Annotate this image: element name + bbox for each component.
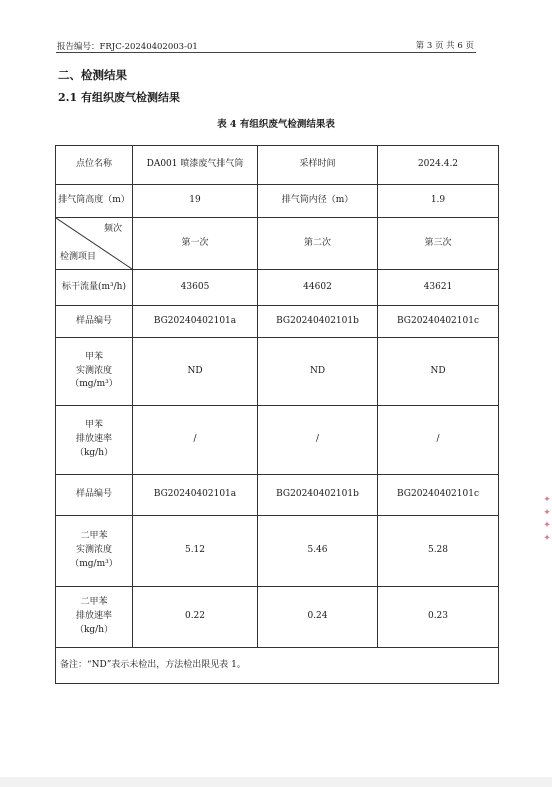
item-name: 甲苯 <box>84 351 103 362</box>
page-bottom-edge <box>0 777 552 787</box>
item-type: 排放速率 <box>75 611 112 622</box>
table-cell: 5.28 <box>378 516 499 587</box>
results-table <box>55 145 499 684</box>
table-cell: 0.23 <box>378 587 499 648</box>
table-cell <box>56 587 133 648</box>
table-cell: 44602 <box>258 270 378 306</box>
subsection-title: 2.1 有组织废气检测结果 <box>58 91 180 104</box>
table-cell: BG20240402101a <box>133 475 258 516</box>
table-cell: 5.12 <box>133 516 258 587</box>
table-cell: 样品编号 <box>56 306 133 338</box>
item-name: 二甲苯 <box>80 531 108 542</box>
table-cell: / <box>258 406 378 475</box>
table-cell: 第一次 <box>133 218 258 270</box>
table-cell <box>56 338 133 406</box>
item-type: 实测浓度 <box>75 365 112 376</box>
table-cell: ND <box>378 338 499 406</box>
table-row <box>56 185 499 218</box>
item-name: 二甲苯 <box>80 597 108 608</box>
frequency-label: 频次 <box>103 224 122 234</box>
table-caption: 表 4 有组织废气检测结果表 <box>217 119 335 130</box>
table-cell: 标干流量(m³/h) <box>56 270 133 306</box>
table-row <box>56 516 499 587</box>
table-cell: 43605 <box>133 270 258 306</box>
table-cell <box>56 406 133 475</box>
table-cell: DA001 喷漆废气排气筒 <box>133 146 258 185</box>
table-cell: 0.24 <box>258 587 378 648</box>
table-row <box>56 406 499 475</box>
table-cell <box>56 516 133 587</box>
table-row <box>56 218 499 270</box>
table-row <box>56 306 499 338</box>
diagonal-header-cell <box>56 218 133 270</box>
table-cell: 2024.4.2 <box>378 146 499 185</box>
item-unit: （kg/h） <box>74 624 114 635</box>
test-item-label: 检测项目 <box>60 252 97 263</box>
table-cell: 第三次 <box>378 218 499 270</box>
report-number: 报告编号：FRJC-20240402003-01 <box>57 42 198 52</box>
item-unit: （mg/m³） <box>70 558 118 569</box>
table-cell: 0.22 <box>133 587 258 648</box>
table-cell: BG20240402101a <box>133 306 258 338</box>
table-cell: 排气筒高度（m） <box>56 185 133 218</box>
table-cell: 第二次 <box>258 218 378 270</box>
table-note: 备注：“ND”表示未检出，方法检出限见表 1。 <box>56 648 499 684</box>
table-row <box>56 587 499 648</box>
table-cell: 采样时间 <box>258 146 378 185</box>
header-divider <box>56 52 476 53</box>
table-cell: BG20240402101c <box>378 475 499 516</box>
item-unit: （mg/m³） <box>70 379 118 390</box>
table-row <box>56 146 499 185</box>
table-cell: BG20240402101b <box>258 306 378 338</box>
table-row <box>56 338 499 406</box>
table-cell: BG20240402101b <box>258 475 378 516</box>
table-cell: ND <box>258 338 378 406</box>
table-cell: 19 <box>133 185 258 218</box>
table-cell: 排气筒内径（m） <box>258 185 378 218</box>
table-cell: ND <box>133 338 258 406</box>
section-title: 二、检测结果 <box>58 68 127 82</box>
table-row <box>56 648 499 684</box>
table-cell: 点位名称 <box>56 146 133 185</box>
table-cell: / <box>378 406 499 475</box>
table-cell: BG20240402101c <box>378 306 499 338</box>
table-cell: 5.46 <box>258 516 378 587</box>
table-row <box>56 475 499 516</box>
table-cell: / <box>133 406 258 475</box>
seal-stamp-edge: ✦ ✦ ✦ ✦ <box>542 495 552 544</box>
table-cell: 43621 <box>378 270 499 306</box>
item-type: 实测浓度 <box>75 545 112 556</box>
table-cell: 1.9 <box>378 185 499 218</box>
table-cell: 样品编号 <box>56 475 133 516</box>
table-row <box>56 270 499 306</box>
page-number: 第 3 页 共 6 页 <box>415 41 474 51</box>
item-type: 排放速率 <box>75 434 112 445</box>
item-name: 甲苯 <box>84 420 103 431</box>
item-unit: （kg/h） <box>74 447 114 458</box>
